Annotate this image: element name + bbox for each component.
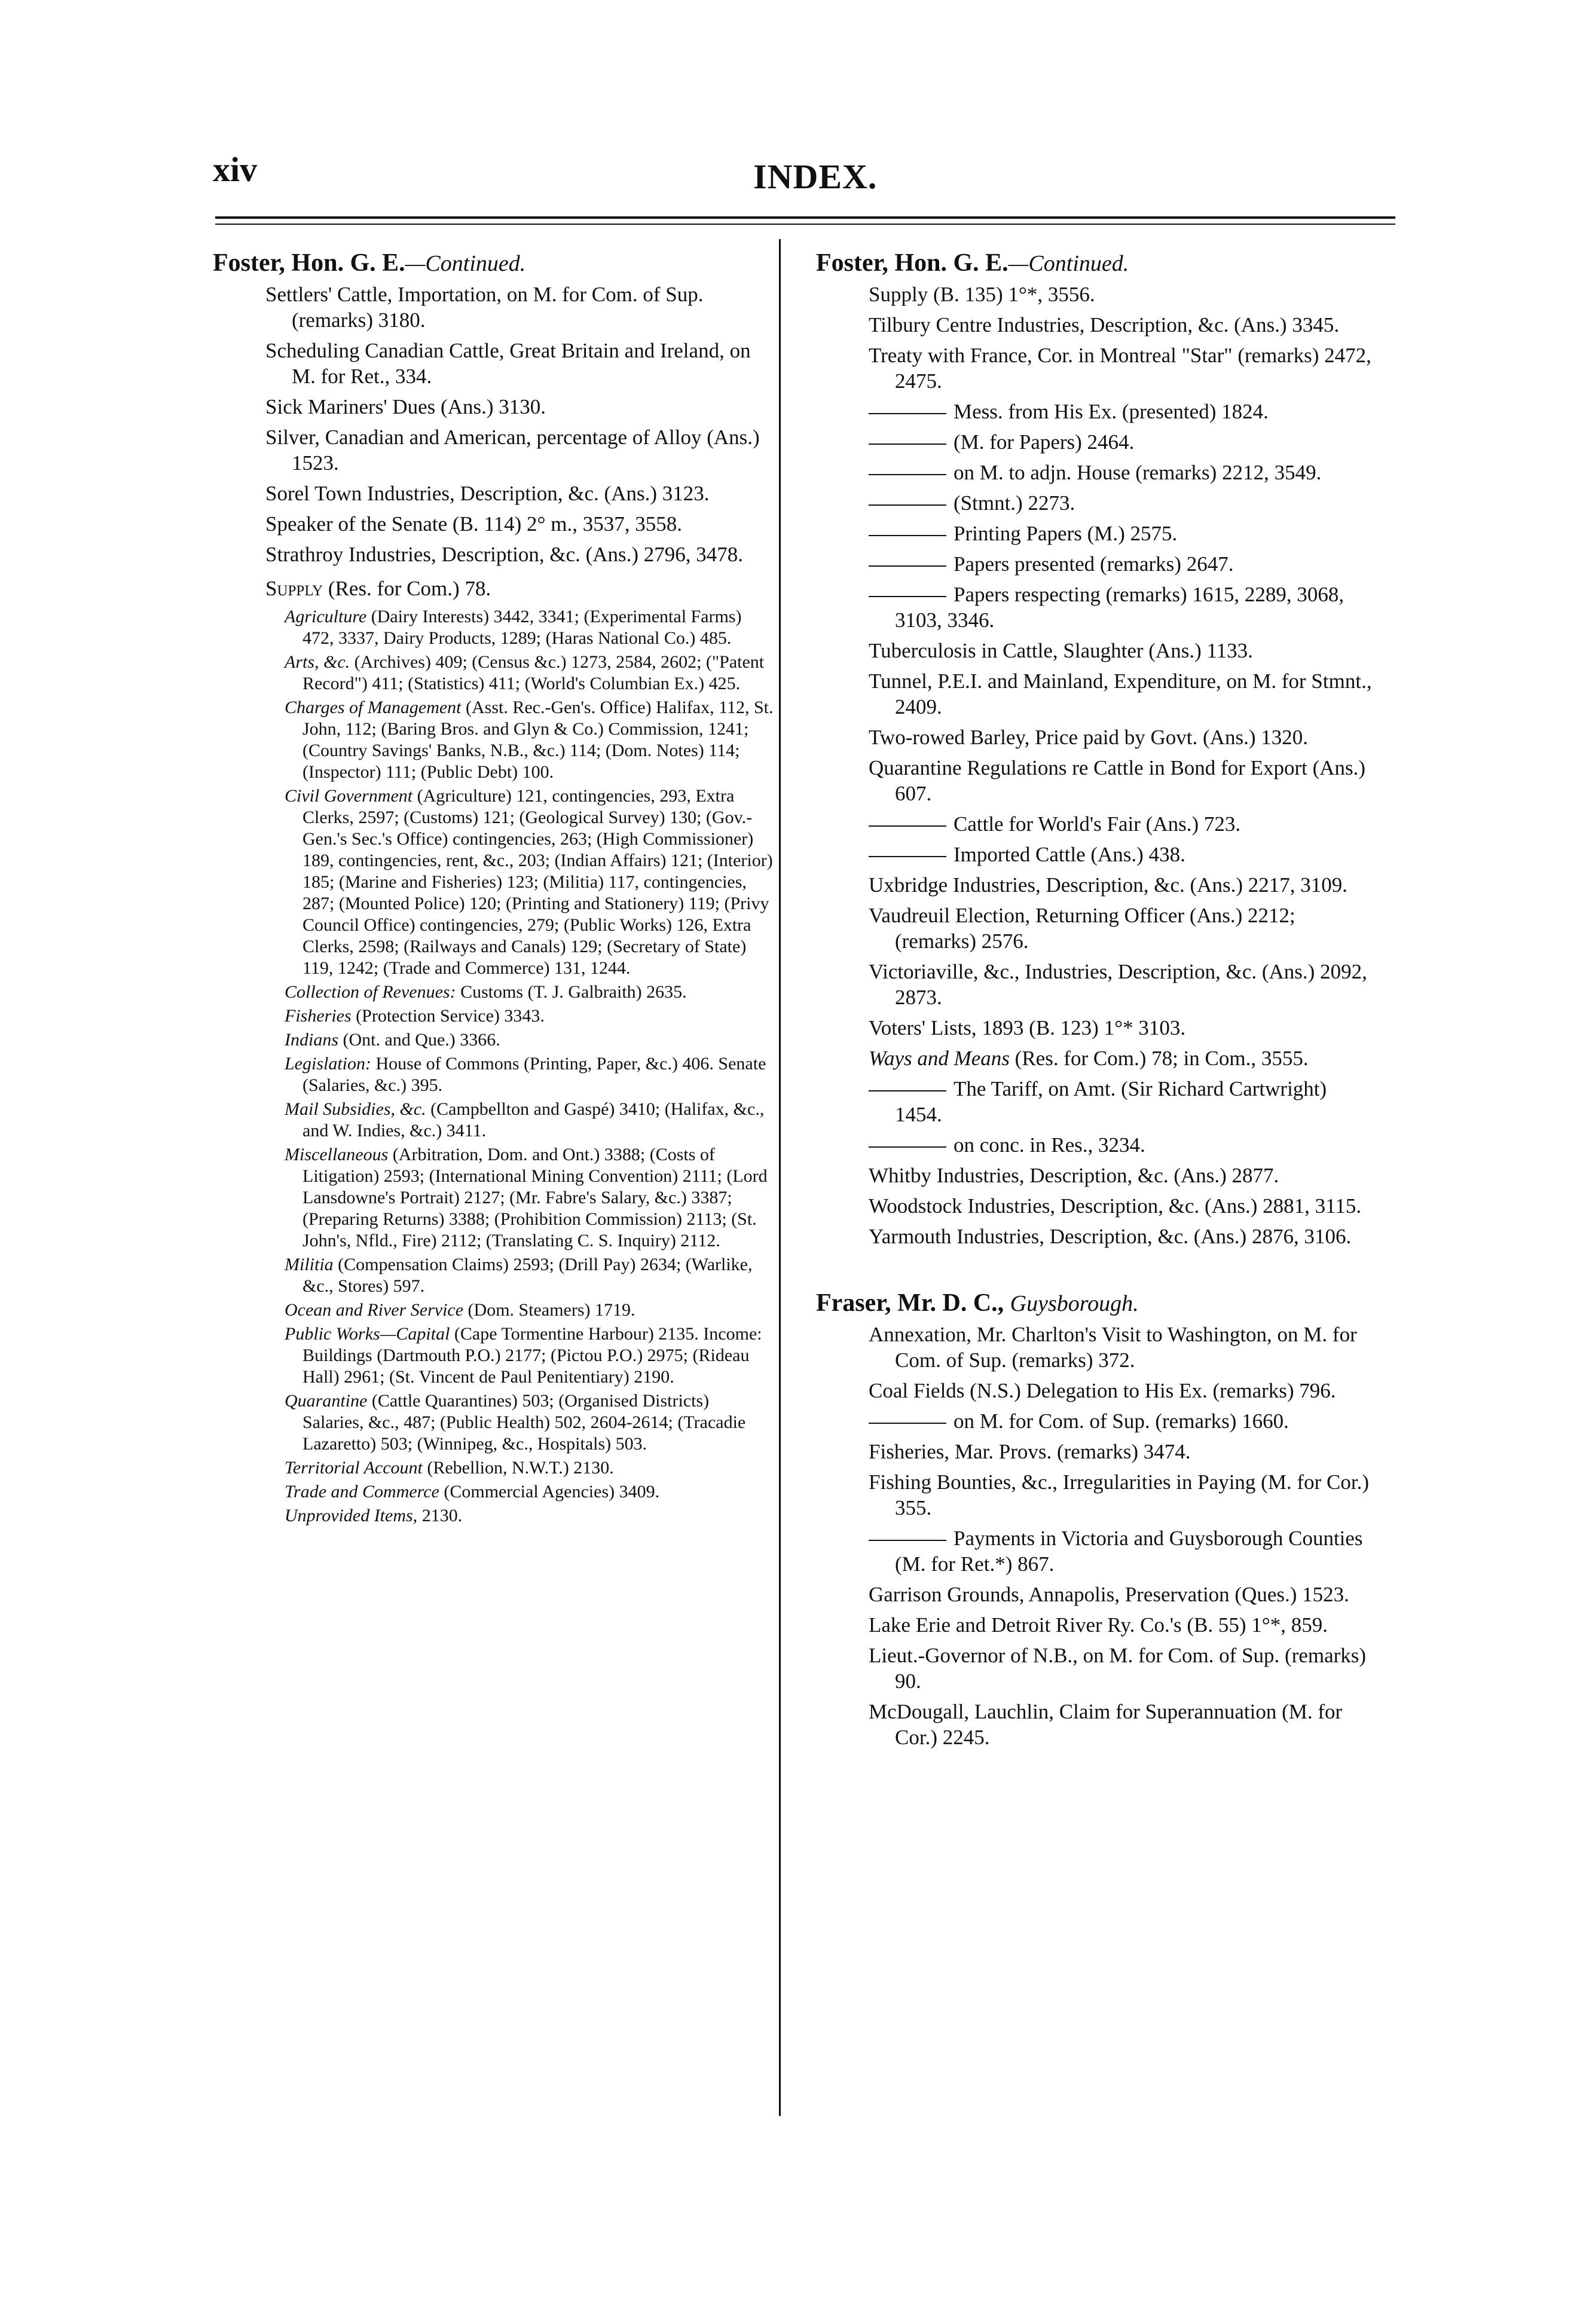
supply-subentry	[285, 981, 775, 1003]
subentry-text: (Compensation Claims) 2593; (Drill Pay) 2634; (Warlike, &c., Stores) 597.	[302, 1255, 753, 1296]
dash-subentry	[869, 1525, 1378, 1577]
subentry-head: Miscellaneous	[285, 1145, 389, 1164]
subentry-head: Quarantine	[285, 1391, 368, 1411]
ditto-dash	[869, 856, 946, 857]
subentry-text: on conc. in Res., 3234.	[954, 1133, 1145, 1157]
dash-subentry	[869, 582, 1378, 633]
subentry-text: Cattle for World's Fair (Ans.) 723.	[954, 812, 1241, 836]
subentry-head: Charges of Management	[285, 698, 462, 717]
subentry-text: (Dom. Steamers) 1719.	[463, 1300, 635, 1320]
index-entry: Tunnel, P.E.I. and Mainland, Expenditure, on M. for Stmnt., 2409.	[869, 669, 1372, 718]
ways-means-entry	[869, 1045, 1378, 1071]
dash-subentry	[869, 490, 1378, 516]
subentry-text: (Rebellion, N.W.T.) 2130.	[422, 1458, 614, 1478]
index-entry: Yarmouth Industries, Description, &c. (Ans.) 2876, 3106.	[869, 1225, 1352, 1248]
subentry-head: Public Works—Capital	[285, 1324, 450, 1344]
page-number: xiv	[213, 150, 258, 189]
ditto-dash	[869, 535, 946, 536]
subentry-text: (Asst. Rec.-Gen's. Office) Halifax, 112, St. John, 112; (Baring Bros. and Glyn & Co.) Commission, 1241; (Country Savings' Banks, N.B., &c.) 114; (Dom. Notes) 114; (Inspector) 111; (Public Debt) 100.	[302, 698, 774, 782]
index-entry: Lieut.-Governor of N.B., on M. for Com. of Sup. (remarks) 90.	[869, 1644, 1367, 1693]
dash-subentry	[869, 551, 1378, 577]
dash-subentry	[869, 842, 1378, 867]
subentry-text: (M. for Papers) 2464.	[954, 430, 1135, 454]
ditto-dash	[869, 596, 946, 597]
supply-subentry	[285, 1323, 775, 1388]
subentry-text: (Archives) 409; (Census &c.) 1273, 2584, 2602; ("Patent Record") 411; (Statistics) 411; (World's Columbian Ex.) 425.	[302, 652, 765, 693]
ditto-dash	[869, 444, 946, 445]
subentry-head: Arts, &c.	[285, 652, 350, 672]
index-entry: Victoriaville, &c., Industries, Description, &c. (Ans.) 2092, 2873.	[869, 960, 1367, 1009]
subentry-text: (Ont. and Que.) 3366.	[338, 1030, 500, 1050]
subentry-head: Mail Subsidies, &c.	[285, 1099, 426, 1119]
dash-subentry	[869, 460, 1378, 485]
index-entry: Sick Mariners' Dues (Ans.) 3130.	[265, 395, 546, 418]
supply-subentry	[285, 1299, 775, 1321]
ways-means-text: (Res. for Com.) 78; in Com., 3555.	[1009, 1047, 1309, 1070]
heading-note: —Continued.	[1008, 251, 1129, 276]
index-entry: Tuberculosis in Cattle, Slaughter (Ans.) 1133.	[869, 639, 1253, 662]
subentry-text: Imported Cattle (Ans.) 438.	[954, 843, 1185, 866]
subentry-text: (Agriculture) 121, contingencies, 293, Extra Clerks, 2597; (Customs) 121; (Geological Survey) 130; (Gov.-Gen.'s Sec.'s Office) contingencies, 263; (High Commissioner) 189, contingencies, rent, &c., 203; (Indian Affairs) 121; (Interior) 185; (Marine and Fisheries) 123; (Militia) 117, contingencies, 287; (Mounted Police) 120; (Printing and Stationery) 119; (Privy Council Office) contingencies, 279; (Public Works) 126, Extra Clerks, 2598; (Railways and Canals) 129; (Secretary of State) 119, 1242; (Trade and Commerce) 131, 1244.	[302, 786, 773, 978]
dash-subentry	[869, 521, 1378, 546]
entry-heading	[816, 249, 1378, 278]
supply-subentry	[285, 1505, 775, 1527]
supply-subentry	[285, 697, 775, 783]
index-entry: McDougall, Lauchlin, Claim for Superannuation (M. for Cor.) 2245.	[869, 1700, 1343, 1749]
ditto-dash	[869, 504, 946, 506]
index-entry: Tilbury Centre Industries, Description, &c. (Ans.) 3345.	[869, 313, 1340, 337]
subentry-text: 2130.	[417, 1506, 463, 1525]
index-entry: Supply (B. 135) 1°*, 3556.	[869, 283, 1095, 306]
dash-subentry	[869, 399, 1378, 424]
heading-name: Foster, Hon. G. E.	[213, 249, 405, 277]
index-entry: Coal Fields (N.S.) Delegation to His Ex. (remarks) 796.	[869, 1379, 1336, 1402]
ditto-dash	[869, 1540, 946, 1541]
subentry-text: on M. for Com. of Sup. (remarks) 1660.	[954, 1409, 1289, 1433]
page-title: INDEX.	[753, 157, 878, 196]
subentry-text: (Stmnt.) 2273.	[954, 491, 1075, 515]
entry-heading	[213, 249, 775, 278]
index-entry: Two-rowed Barley, Price paid by Govt. (Ans.) 1320.	[869, 726, 1308, 749]
subentry-head: Collection of Revenues:	[285, 982, 456, 1002]
dash-subentry	[869, 429, 1378, 455]
dash-subentry	[869, 1076, 1378, 1127]
index-entry: Whitby Industries, Description, &c. (Ans.) 2877.	[869, 1164, 1279, 1187]
dash-subentry	[869, 811, 1378, 837]
index-entry: Treaty with France, Cor. in Montreal "Star" (remarks) 2472, 2475.	[869, 344, 1371, 393]
supply-subentry	[285, 1005, 775, 1027]
subentry-text: Papers presented (remarks) 2647.	[954, 552, 1234, 576]
subentry-text: (Campbellton and Gaspé) 3410; (Halifax, &c., and W. Indies, &c.) 3411.	[302, 1099, 765, 1140]
ways-means-head: Ways and Means	[869, 1047, 1010, 1070]
header-rule-thin	[215, 224, 1395, 225]
left-column	[213, 246, 775, 1529]
index-entry: Uxbridge Industries, Description, &c. (Ans.) 2217, 3109.	[869, 873, 1347, 897]
supply-subentry	[285, 1144, 775, 1252]
subentry-text: The Tariff, on Amt. (Sir Richard Cartwright) 1454.	[895, 1077, 1327, 1126]
supply-subentry	[285, 1481, 775, 1503]
subentry-text: Customs (T. J. Galbraith) 2635.	[456, 982, 687, 1002]
index-entry: Settlers' Cattle, Importation, on M. for Com. of Sup. (remarks) 3180.	[265, 283, 704, 332]
index-entry: Fishing Bounties, &c., Irregularities in Paying (M. for Cor.) 355.	[869, 1470, 1369, 1519]
supply-subentry	[285, 785, 775, 979]
index-entry: Lake Erie and Detroit River Ry. Co.'s (B. 55) 1°*, 859.	[869, 1613, 1328, 1637]
column-divider	[779, 239, 781, 2116]
supply-label: Supply	[265, 577, 323, 600]
dash-subentry	[869, 1132, 1378, 1158]
subentry-text: House of Commons (Printing, Paper, &c.) 406. Senate (Salaries, &c.) 395.	[302, 1054, 766, 1095]
supply-subentry	[285, 652, 775, 695]
subentry-head: Ocean and River Service	[285, 1300, 464, 1320]
subentry-text: (Arbitration, Dom. and Ont.) 3388; (Costs of Litigation) 2593; (International Mining Convention) 2111; (Lord Lansdowne's Portrait) 2127; (Mr. Fabre's Salary, &c.) 3387; (Preparing Returns) 3388; (Prohibition Commission) 2113; (St. John's, Nfld., Fire) 2112; (Translating C. S. Inquiry) 2112.	[302, 1145, 768, 1250]
index-entry: Woodstock Industries, Description, &c. (Ans.) 2881, 3115.	[869, 1194, 1362, 1218]
subentry-text: (Cape Tormentine Harbour) 2135. Income: Buildings (Dartmouth P.O.) 2177; (Pictou P.O.) 2975; (Rideau Hall) 2961; (St. Vincent de Paul Penitentiary) 2190.	[302, 1324, 762, 1387]
supply-subentry	[285, 1390, 775, 1455]
ditto-dash	[869, 1090, 946, 1091]
heading-name: Fraser, Mr. D. C.,	[816, 1289, 1004, 1317]
supply-entry	[265, 576, 775, 601]
subentry-head: Fisheries	[285, 1006, 352, 1026]
entry-heading	[816, 1289, 1378, 1318]
ditto-dash	[869, 825, 946, 827]
heading-note: —Continued.	[405, 251, 526, 276]
subentry-text: Mess. from His Ex. (presented) 1824.	[954, 400, 1269, 423]
subentry-head: Territorial Account	[285, 1458, 423, 1478]
subentry-head: Indians	[285, 1030, 338, 1050]
index-entry: Fisheries, Mar. Provs. (remarks) 3474.	[869, 1440, 1191, 1463]
subentry-text: Printing Papers (M.) 2575.	[954, 522, 1178, 545]
subentry-text: (Commercial Agencies) 3409.	[439, 1482, 660, 1502]
dash-subentry	[869, 1408, 1378, 1434]
index-entry: Sorel Town Industries, Description, &c. (Ans.) 3123.	[265, 482, 710, 505]
supply-subentry	[285, 1457, 775, 1479]
subentry-text: Payments in Victoria and Guysborough Counties (M. for Ret.*) 867.	[895, 1527, 1363, 1576]
supply-subentry	[285, 1053, 775, 1096]
index-entry: Voters' Lists, 1893 (B. 123) 1°* 3103.	[869, 1016, 1186, 1039]
subentry-text: on M. to adjn. House (remarks) 2212, 3549.	[954, 461, 1322, 484]
supply-subentry	[285, 1099, 775, 1142]
index-entry: Garrison Grounds, Annapolis, Preservation (Ques.) 1523.	[869, 1583, 1349, 1606]
index-entry: Silver, Canadian and American, percentage of Alloy (Ans.) 1523.	[265, 426, 760, 475]
ditto-dash	[869, 1423, 946, 1424]
supply-subentry	[285, 1254, 775, 1297]
subentry-head: Trade and Commerce	[285, 1482, 439, 1502]
subentry-text: (Protection Service) 3343.	[351, 1006, 545, 1026]
right-column	[816, 246, 1378, 1755]
index-entry: Speaker of the Senate (B. 114) 2° m., 3537, 3558.	[265, 512, 683, 536]
ditto-dash	[869, 413, 946, 414]
index-entry: Annexation, Mr. Charlton's Visit to Washington, on M. for Com. of Sup. (remarks) 372.	[869, 1323, 1357, 1372]
subentry-head: Militia	[285, 1255, 334, 1274]
subentry-head: Civil Government	[285, 786, 413, 806]
heading-name: Foster, Hon. G. E.	[816, 249, 1009, 277]
index-entry: Vaudreuil Election, Returning Officer (Ans.) 2212; (remarks) 2576.	[869, 904, 1295, 953]
supply-subentry	[285, 1029, 775, 1051]
index-entry: Strathroy Industries, Description, &c. (Ans.) 2796, 3478.	[265, 543, 744, 566]
index-entry: Quarantine Regulations re Cattle in Bond for Export (Ans.) 607.	[869, 756, 1366, 805]
index-entry: Scheduling Canadian Cattle, Great Britain and Ireland, on M. for Ret., 334.	[265, 339, 751, 388]
ditto-dash	[869, 474, 946, 475]
subentry-head: Unprovided Items,	[285, 1506, 418, 1525]
header-rule-thick	[215, 216, 1395, 219]
subentry-text: (Cattle Quarantines) 503; (Organised Districts) Salaries, &c., 487; (Public Health) 502, 2604-2614; (Tracadie Lazaretto) 503; (Winnipeg, &c., Hospitals) 503.	[302, 1391, 746, 1454]
supply-subentry	[285, 606, 775, 649]
ditto-dash	[869, 565, 946, 567]
heading-note: Guysborough.	[1010, 1291, 1139, 1316]
subentry-text: Papers respecting (remarks) 1615, 2289, 3068, 3103, 3346.	[895, 583, 1344, 632]
subentry-head: Legislation:	[285, 1054, 372, 1074]
supply-text: (Res. for Com.) 78.	[323, 577, 491, 600]
subentry-head: Agriculture	[285, 607, 367, 626]
ditto-dash	[869, 1146, 946, 1148]
subentry-text: (Dairy Interests) 3442, 3341; (Experimental Farms) 472, 3337, Dairy Products, 1289; (Haras National Co.) 485.	[302, 607, 742, 648]
section-gap	[816, 1254, 1378, 1286]
